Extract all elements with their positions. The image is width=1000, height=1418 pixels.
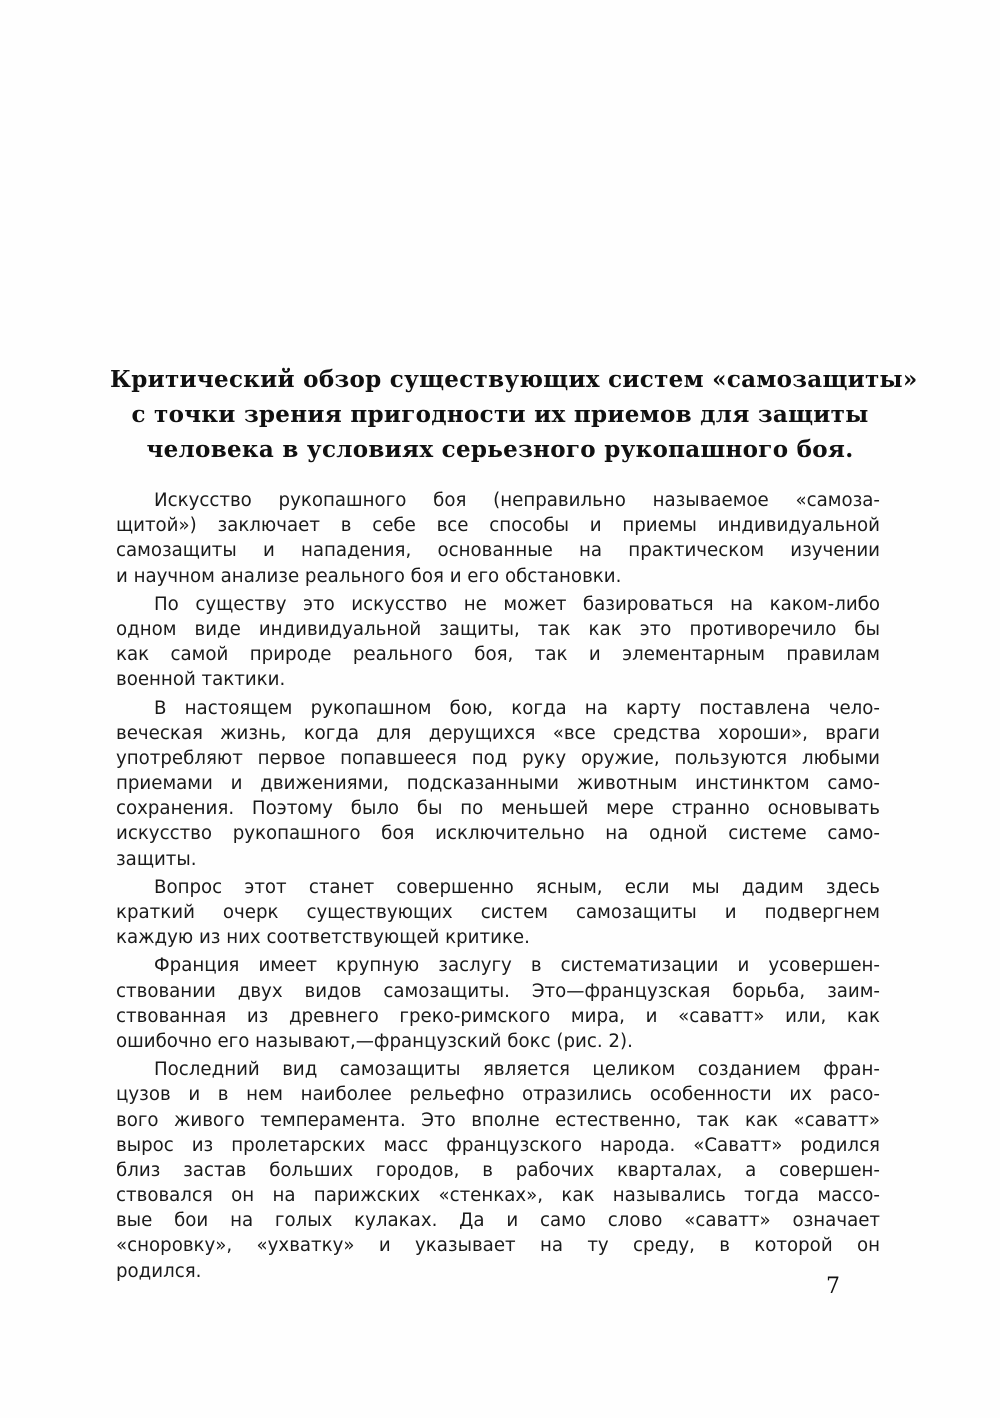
body-text — [116, 488, 880, 1287]
title-line: с точки зрения пригодности их приемов для защиты — [131, 401, 869, 428]
paragraph — [116, 592, 880, 693]
text-line: вые бои на голых кулаках. Да и само слово «саватт» означает — [116, 1210, 880, 1232]
text-line: вырос из пролетарских масс французского народа. «Саватт» родился — [116, 1134, 880, 1156]
text-line: защиты. — [116, 848, 197, 870]
page-number: 7 — [826, 1274, 840, 1299]
text-line: сохранения. Поэтому было бы по меньшей мере странно основывать — [116, 798, 880, 820]
text-line: ствовался он на парижских «стенках», как назывались тогда массо- — [116, 1185, 880, 1207]
paragraph — [116, 875, 880, 951]
paragraph — [116, 488, 880, 589]
paragraph — [116, 1057, 880, 1284]
title-line: человека в условиях серьезного рукопашного боя. — [146, 436, 854, 463]
text-line: Искусство рукопашного боя (неправильно называемое «самоза- — [154, 490, 880, 511]
text-line: Франция имеет крупную заслугу в систематизации и усовершен- — [154, 955, 880, 977]
chapter-title — [110, 362, 918, 467]
text-line: вого живого темперамента. Это вполне естественно, так как «саватт» — [116, 1109, 880, 1131]
text-line: каждую из них соответствующей критике. — [116, 927, 530, 949]
text-line: ствованная из древнего греко-римского мира, и «саватт» или, как — [116, 1005, 880, 1027]
text-line: цузов и в нем наиболее рельефно отразились особенности их расо- — [116, 1084, 880, 1106]
paragraph — [116, 953, 880, 1054]
paragraph — [116, 696, 880, 872]
text-line: искусство рукопашного боя исключительно на одной системе само- — [116, 823, 880, 845]
text-line: краткий очерк существующих систем самозащиты и подвергнем — [116, 902, 880, 923]
text-line: приемами и движениями, подсказанными животным инстинктом само- — [116, 773, 880, 795]
text-line: военной тактики. — [116, 669, 286, 691]
text-line: самозащиты и нападения, основанные на практическом изучении — [116, 540, 880, 562]
text-line: Вопрос этот станет совершенно ясным, если мы дадим здесь — [154, 876, 880, 898]
text-line: как самой природе реального боя, так и элементарным правилам — [116, 644, 880, 666]
text-line: и научном анализе реального боя и его обстановки. — [116, 565, 622, 587]
text-line: В настоящем рукопашном бою, когда на карту поставлена чело- — [154, 697, 880, 719]
title-line: Критический обзор существующих систем «самозащиты» — [110, 366, 918, 393]
text-line: одном виде индивидуальной защиты, так как это противоречило бы — [116, 618, 880, 640]
text-line: веческая жизнь, когда для дерущихся «все средства хороши», враги — [116, 722, 880, 744]
text-line: По существу это искусство не может базироваться на каком-либо — [154, 593, 880, 615]
text-line: «сноровку», «ухватку» и указывает на ту среду, в которой он — [116, 1235, 880, 1257]
text-line: ствовании двух видов самозащиты. Это—французская борьба, заим- — [116, 980, 880, 1002]
text-line: родился. — [116, 1260, 202, 1282]
text-line: ошибочно его называют,—французский бокс (рис. 2). — [116, 1030, 633, 1052]
text-line: щитой») заключает в себе все способы и приемы индивидуальной — [116, 515, 880, 537]
text-line: употребляют первое попавшееся под руку оружие, пользуются любыми — [116, 747, 880, 769]
text-line: близ застав больших городов, в рабочих кварталах, а совершен- — [116, 1159, 880, 1181]
text-line: Последний вид самозащиты является целиком созданием фран- — [154, 1059, 880, 1081]
